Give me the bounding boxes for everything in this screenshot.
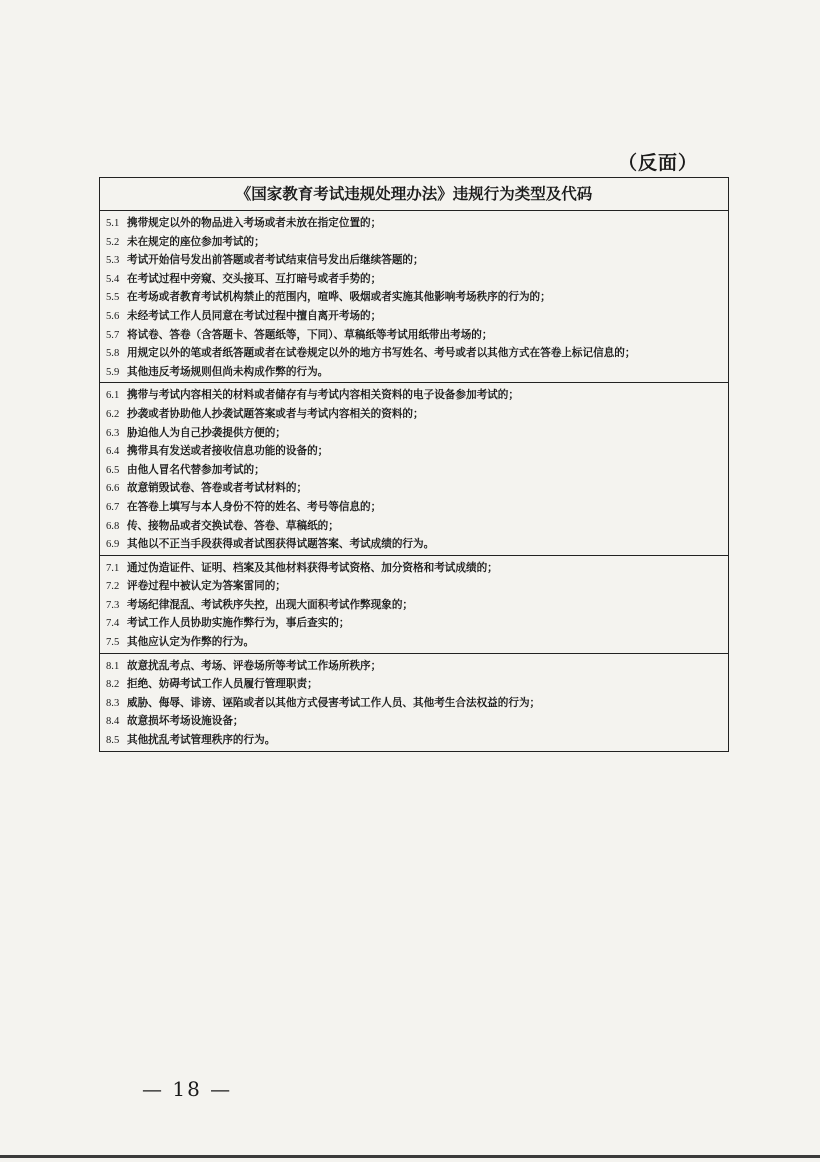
item-text: 故意扰乱考点、考场、评卷场所等考试工作场所秩序； bbox=[127, 659, 382, 672]
item-text: 通过伪造证件、证明、档案及其他材料获得考试资格、加分资格和考试成绩的； bbox=[127, 561, 498, 574]
item-code: 5.9 bbox=[106, 366, 120, 378]
item-code: 7.2 bbox=[106, 581, 120, 593]
list-item bbox=[100, 712, 728, 731]
list-item bbox=[100, 363, 728, 382]
item-text: 未在规定的座位参加考试的； bbox=[127, 235, 265, 248]
section-6 bbox=[100, 383, 728, 555]
item-text: 故意损坏考场设施设备； bbox=[127, 715, 244, 728]
item-text: 携带具有发送或者接收信息功能的设备的； bbox=[127, 445, 329, 458]
table-title: 《国家教育考试违规处理办法》违规行为类型及代码 bbox=[100, 178, 728, 211]
item-code: 5.5 bbox=[106, 292, 120, 304]
list-item bbox=[100, 614, 728, 633]
item-code: 6.8 bbox=[106, 520, 120, 532]
item-text: 由他人冒名代替参加考试的； bbox=[127, 463, 265, 476]
section-5 bbox=[100, 211, 728, 383]
list-item bbox=[100, 675, 728, 694]
list-item bbox=[100, 288, 728, 307]
item-text: 将试卷、答卷（含答题卡、答题纸等，下同）、草稿纸等考试用纸带出考场的； bbox=[127, 328, 493, 341]
list-item bbox=[100, 386, 728, 405]
list-item bbox=[100, 233, 728, 252]
item-text: 未经考试工作人员同意在考试过程中擅自离开考场的； bbox=[127, 309, 382, 322]
item-text: 威胁、侮辱、诽谤、诬陷或者以其他方式侵害考试工作人员、其他考生合法权益的行为； bbox=[127, 696, 541, 709]
item-text: 胁迫他人为自己抄袭提供方便的； bbox=[127, 426, 286, 439]
item-code: 6.1 bbox=[106, 390, 120, 402]
item-code: 5.3 bbox=[106, 255, 120, 267]
item-text: 评卷过程中被认定为答案雷同的； bbox=[127, 580, 286, 593]
item-text: 考试开始信号发出前答题或者考试结束信号发出后继续答题的； bbox=[127, 254, 424, 267]
item-text: 携带与考试内容相关的材料或者储存有与考试内容相关资料的电子设备参加考试的； bbox=[127, 389, 519, 402]
item-text: 在答卷上填写与本人身份不符的姓名、考号等信息的； bbox=[127, 500, 382, 513]
item-code: 8.5 bbox=[106, 735, 120, 747]
list-item bbox=[100, 424, 728, 443]
item-text: 其他违反考场规则但尚未构成作弊的行为。 bbox=[127, 365, 329, 378]
list-item bbox=[100, 326, 728, 345]
item-code: 5.6 bbox=[106, 310, 120, 322]
item-text: 在考试过程中旁窥、交头接耳、互打暗号或者手势的； bbox=[127, 272, 382, 285]
item-text: 故意销毁试卷、答卷或者考试材料的； bbox=[127, 482, 308, 495]
item-text: 其他扰乱考试管理秩序的行为。 bbox=[127, 734, 276, 747]
violation-codes-table bbox=[99, 177, 729, 752]
item-code: 7.5 bbox=[106, 637, 120, 649]
item-code: 6.7 bbox=[106, 501, 120, 513]
item-text: 传、接物品或者交换试卷、答卷、草稿纸的； bbox=[127, 519, 339, 532]
list-item bbox=[100, 596, 728, 615]
item-code: 5.1 bbox=[106, 218, 120, 229]
item-text: 其他应认定为作弊的行为。 bbox=[127, 636, 255, 649]
side-label: （反面） bbox=[617, 152, 698, 174]
list-item bbox=[100, 517, 728, 536]
item-code: 8.2 bbox=[106, 679, 120, 691]
item-code: 6.2 bbox=[106, 408, 120, 420]
item-text: 在考场或者教育考试机构禁止的范围内，喧哗、吸烟或者实施其他影响考场秩序的行为的； bbox=[127, 291, 551, 304]
list-item bbox=[100, 559, 728, 578]
list-item bbox=[100, 251, 728, 270]
item-code: 8.1 bbox=[106, 660, 120, 672]
item-text: 考试工作人员协助实施作弊行为，事后查实的； bbox=[127, 617, 350, 630]
item-text: 携带规定以外的物品进入考场或者未放在指定位置的； bbox=[127, 217, 382, 229]
item-text: 考场纪律混乱、考试秩序失控，出现大面积考试作弊现象的； bbox=[127, 598, 414, 611]
item-code: 8.4 bbox=[106, 716, 120, 728]
item-code: 6.9 bbox=[106, 539, 120, 551]
list-item bbox=[100, 535, 728, 554]
item-text: 拒绝、妨碍考试工作人员履行管理职责； bbox=[127, 678, 318, 691]
list-item bbox=[100, 214, 728, 233]
item-code: 7.1 bbox=[106, 562, 120, 574]
list-item bbox=[100, 577, 728, 596]
item-code: 8.3 bbox=[106, 697, 120, 709]
item-code: 7.4 bbox=[106, 618, 120, 630]
list-item bbox=[100, 344, 728, 363]
list-item bbox=[100, 307, 728, 326]
list-item bbox=[100, 442, 728, 461]
list-item bbox=[100, 479, 728, 498]
list-item bbox=[100, 270, 728, 289]
list-item bbox=[100, 694, 728, 713]
item-code: 7.3 bbox=[106, 599, 120, 611]
item-code: 6.3 bbox=[106, 427, 120, 439]
section-8 bbox=[100, 654, 728, 751]
section-7 bbox=[100, 556, 728, 654]
item-code: 5.7 bbox=[106, 329, 120, 341]
item-code: 6.5 bbox=[106, 464, 120, 476]
list-item bbox=[100, 461, 728, 480]
list-item bbox=[100, 657, 728, 676]
item-code: 5.4 bbox=[106, 273, 120, 285]
item-text: 用规定以外的笔或者纸答题或者在试卷规定以外的地方书写姓名、考号或者以其他方式在答卷上标记信息的； bbox=[127, 347, 636, 360]
item-code: 6.4 bbox=[106, 446, 120, 458]
list-item bbox=[100, 633, 728, 652]
page-number: — 18 — bbox=[142, 1077, 233, 1101]
item-code: 5.8 bbox=[106, 348, 120, 360]
item-code: 5.2 bbox=[106, 236, 120, 248]
bottom-divider bbox=[0, 1155, 820, 1158]
item-text: 其他以不正当手段获得或者试图获得试题答案、考试成绩的行为。 bbox=[127, 538, 435, 551]
list-item bbox=[100, 731, 728, 750]
list-item bbox=[100, 405, 728, 424]
list-item bbox=[100, 498, 728, 517]
item-code: 6.6 bbox=[106, 483, 120, 495]
item-text: 抄袭或者协助他人抄袭试题答案或者与考试内容相关的资料的； bbox=[127, 407, 424, 420]
